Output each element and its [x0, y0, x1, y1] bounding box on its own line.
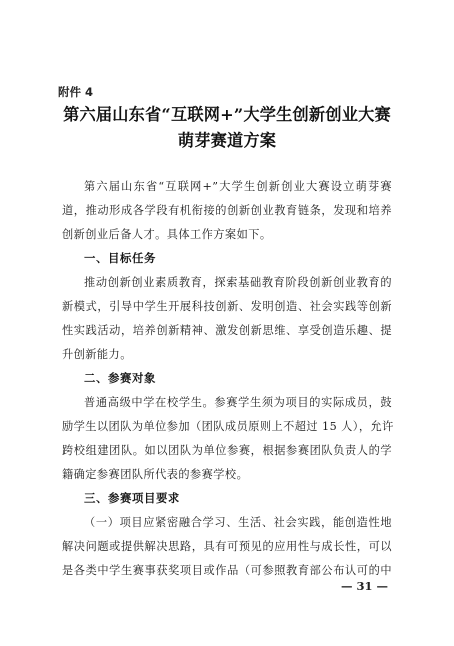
paragraph-line: 性实践活动，培养创新精神、激发创新思维、享受创造乐趣、提	[62, 324, 392, 337]
section-heading-goals: 一、目标任务	[84, 251, 156, 265]
paragraph-line: 解决问题或提供解决思路，具有可预见的应用性与成长性，可以	[62, 540, 392, 553]
paragraph-line: 推动创新创业素质教育，探索基础教育阶段创新创业教育的	[84, 276, 392, 289]
intro-line-3: 创新创业后备人才。具体工作方案如下。	[62, 228, 272, 241]
intro-line-2: 道，推动形成各学段有机衔接的创新创业教育链条，发现和培养	[62, 204, 392, 217]
paragraph-line: 升创新能力。	[62, 348, 132, 361]
page-number: — 31 —	[340, 579, 388, 593]
paragraph-line: 普通高级中学在校学生。参赛学生须为项目的实际成员，鼓	[84, 396, 392, 409]
intro-line-1: 第六届山东省“互联网+”大学生创新创业大赛设立萌芽赛	[84, 180, 392, 193]
document-title-line-1: 第六届山东省“互联网+”大学生创新创业大赛	[63, 105, 391, 124]
document-title-line-2: 萌芽赛道方案	[177, 131, 277, 150]
paragraph-line: 新模式，引导中学生开展科技创新、发明创造、社会实践等创新	[62, 300, 392, 313]
section-heading-participants: 二、参赛对象	[84, 371, 156, 385]
paragraph-line: 籍确定参赛团队所代表的参赛学校。	[62, 468, 249, 481]
attachment-label: 附件 4	[58, 85, 94, 99]
paragraph-line: 励学生以团队为单位参加（团队成员原则上不超过 15 人），允许	[62, 420, 394, 433]
paragraph-line: 跨校组建团队。如以团队为单位参赛，根据参赛团队负责人的学	[62, 444, 392, 457]
section-heading-project-requirements: 三、参赛项目要求	[84, 491, 180, 505]
paragraph-line: （一）项目应紧密融合学习、生活、社会实践，能创造性地	[84, 516, 392, 529]
paragraph-line: 是各类中学生赛事获奖项目或作品（可参照教育部公布认可的中	[62, 564, 392, 577]
